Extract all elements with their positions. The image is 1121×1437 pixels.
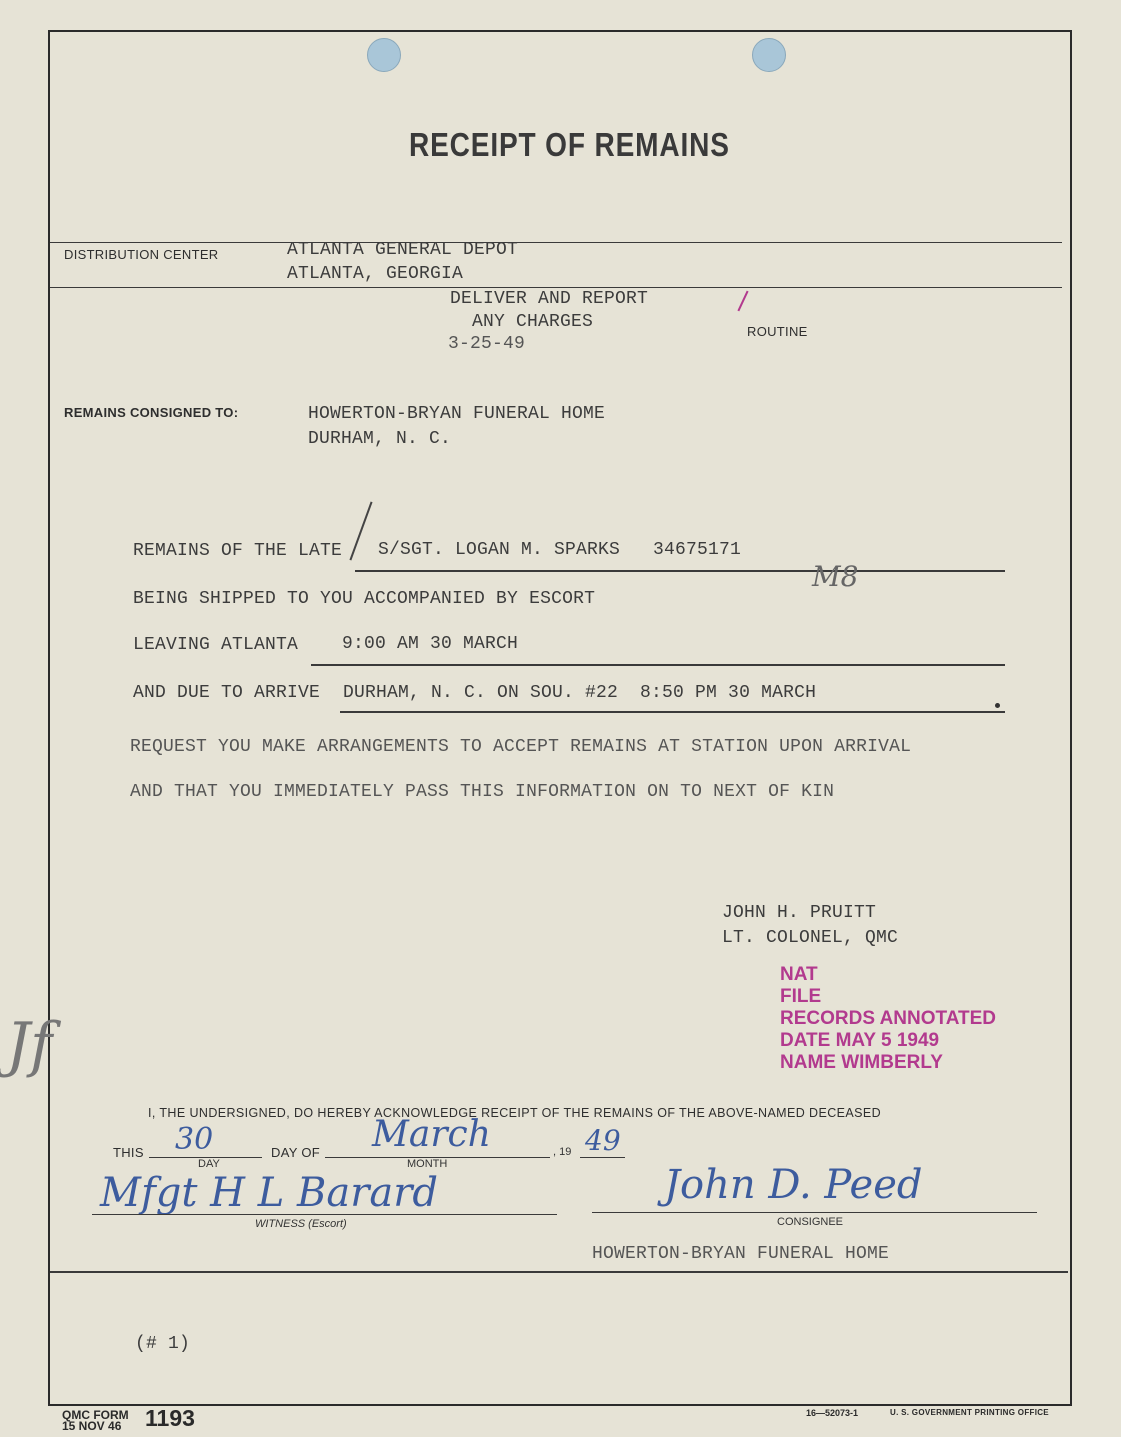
distribution-center-label: DISTRIBUTION CENTER — [64, 247, 219, 262]
form-line2: 15 NOV 46 — [62, 1419, 122, 1433]
shipped-text: BEING SHIPPED TO YOU ACCOMPANIED BY ESCORT — [133, 589, 596, 609]
instruction-line2: ANY CHARGES — [472, 312, 594, 332]
consignee-line — [592, 1212, 1037, 1213]
consignee-signature: John D. Peed — [664, 1162, 923, 1208]
records-stamp — [780, 964, 996, 1074]
copy-number: (# 1) — [135, 1334, 191, 1354]
this-label: THIS — [113, 1145, 144, 1160]
month-label: MONTH — [407, 1158, 448, 1170]
divider — [50, 287, 1062, 288]
request-line2: AND THAT YOU IMMEDIATELY PASS THIS INFORMATION ON TO NEXT OF KIN — [130, 782, 835, 802]
year-value: 49 — [585, 1124, 621, 1157]
instruction-line1: DELIVER AND REPORT — [450, 289, 649, 309]
distribution-center-line2: ATLANTA, GEORGIA — [287, 264, 464, 284]
consignee-firm: HOWERTON-BRYAN FUNERAL HOME — [592, 1244, 890, 1264]
month-value: March — [372, 1114, 491, 1155]
instruction-date: 3-25-49 — [448, 334, 526, 354]
signatory-name: JOHN H. PRUITT — [722, 903, 877, 923]
remains-underline — [355, 570, 1005, 572]
leaving-underline — [311, 664, 1005, 666]
day-value: 30 — [175, 1122, 214, 1157]
leaving-value: 9:00 AM 30 MARCH — [342, 634, 519, 654]
consigned-label: REMAINS CONSIGNED TO: — [64, 405, 239, 420]
consignee-label: CONSIGNEE — [777, 1216, 844, 1228]
arrive-value: DURHAM, N. C. ON SOU. #22 8:50 PM 30 MARCH — [343, 683, 817, 703]
year-line — [580, 1157, 625, 1158]
divider — [50, 242, 1062, 243]
day-of-label: DAY OF — [271, 1145, 320, 1160]
year-prefix: , 19 — [553, 1146, 572, 1158]
leaving-prefix: LEAVING ATLANTA — [133, 635, 299, 655]
stamp-line5: NAME WIMBERLY — [780, 1052, 943, 1073]
form-line1: QMC FORM — [62, 1408, 129, 1422]
witness-label: WITNESS (Escort) — [255, 1218, 347, 1230]
witness-signature: Mfgt H L Barard — [100, 1170, 438, 1216]
print-code: 16—52073-1 — [806, 1408, 859, 1418]
form-id-block — [62, 1410, 129, 1432]
form-title: RECEIPT OF REMAINS — [409, 126, 730, 163]
remains-value: S/SGT. LOGAN M. SPARKS 34675171 — [378, 540, 742, 560]
routine-label: ROUTINE — [747, 324, 808, 339]
arrive-underline — [340, 711, 1005, 713]
form-number: 1193 — [145, 1405, 195, 1431]
divider-bottom — [50, 1271, 1068, 1273]
signatory-rank: LT. COLONEL, QMC — [722, 928, 899, 948]
acknowledgement-text: I, THE UNDERSIGNED, DO HEREBY ACKNOWLEDGE RECEIPT OF THE REMAINS OF THE ABOVE-NAMED DECEASED — [148, 1106, 881, 1120]
margin-initials: Jf — [6, 1010, 53, 1080]
distribution-center-line1: ATLANTA GENERAL DEPOT — [287, 240, 519, 260]
arrive-prefix: AND DUE TO ARRIVE — [133, 683, 321, 703]
stamp-line1: NAT — [780, 964, 818, 985]
stamp-line2: FILE — [780, 986, 822, 1007]
stamp-line4: DATE MAY 5 1949 — [780, 1030, 940, 1051]
day-label: DAY — [198, 1158, 220, 1170]
request-line1: REQUEST YOU MAKE ARRANGEMENTS TO ACCEPT REMAINS AT STATION UPON ARRIVAL — [130, 737, 912, 757]
printer-name: U. S. GOVERNMENT PRINTING OFFICE — [890, 1408, 1049, 1417]
consigned-line2: DURHAM, N. C. — [308, 429, 452, 449]
remains-prefix: REMAINS OF THE LATE — [133, 541, 343, 561]
initials-mark: M8 — [812, 560, 859, 593]
witness-line — [92, 1214, 557, 1215]
stamp-line3: RECORDS ANNOTATED — [780, 1008, 997, 1029]
period-dot — [995, 703, 1000, 708]
consigned-line1: HOWERTON-BRYAN FUNERAL HOME — [308, 404, 606, 424]
